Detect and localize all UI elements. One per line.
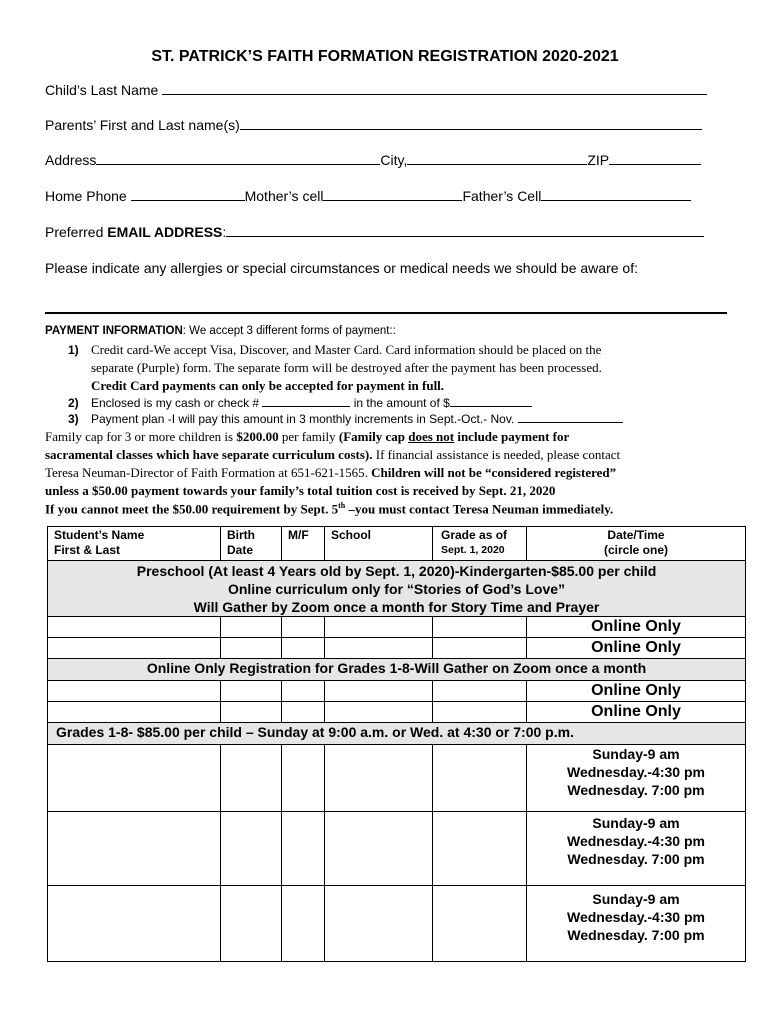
wednesday-7pm-option[interactable]: Wednesday. 7:00 pm xyxy=(567,851,705,867)
mf-cell[interactable] xyxy=(282,702,325,723)
cap1-text-f: include payment for xyxy=(454,429,570,444)
birth-date-cell[interactable] xyxy=(221,886,282,962)
child-last-name-row xyxy=(45,82,707,98)
cap5-text-a: If you cannot meet the $50.00 requirement by Sept. 5 xyxy=(45,501,339,517)
sunday-9am-option[interactable]: Sunday-9 am xyxy=(592,815,680,831)
header-student-line1: Student’s Name xyxy=(54,528,145,542)
payment-item2-text-a: Enclosed is my cash or check # xyxy=(91,396,263,410)
school-cell[interactable] xyxy=(325,638,433,659)
birth-date-cell[interactable] xyxy=(221,702,282,723)
student-name-cell[interactable] xyxy=(48,702,221,723)
table-header-row xyxy=(48,527,746,561)
school-cell[interactable] xyxy=(325,681,433,702)
preschool-line1: Preschool (At least 4 Years old by Sept. 1, 2020)-Kindergarten-$85.00 per child xyxy=(136,563,657,579)
payment-item3-text: Payment plan -I will pay this amount in 3 monthly increments in Sept.-Oct.- Nov. xyxy=(91,412,518,426)
email-label-colon: : xyxy=(222,224,227,240)
mf-cell[interactable] xyxy=(282,812,325,886)
payment-heading-row xyxy=(45,325,396,337)
parents-field[interactable] xyxy=(240,117,702,130)
header-student-line2: First & Last xyxy=(54,543,121,557)
fathers-cell-field[interactable] xyxy=(541,188,691,201)
preschool-band xyxy=(48,561,746,617)
online-only-option[interactable]: Online Only xyxy=(527,702,746,723)
student-name-cell[interactable] xyxy=(48,812,221,886)
payment-plan-field[interactable] xyxy=(518,412,623,423)
school-cell[interactable] xyxy=(325,886,433,962)
grade-cell[interactable] xyxy=(433,617,527,638)
zip-label: ZIP xyxy=(587,152,610,168)
header-date-time xyxy=(527,527,746,561)
mothers-cell-label: Mother’s cell xyxy=(244,188,324,204)
payment-intro: : We accept 3 different forms of payment:: xyxy=(182,325,396,337)
header-birth-line1: Birth xyxy=(227,528,255,542)
student-name-cell[interactable] xyxy=(48,886,221,962)
mf-cell[interactable] xyxy=(282,681,325,702)
student-table xyxy=(47,526,746,962)
wednesday-430pm-option[interactable]: Wednesday.-4:30 pm xyxy=(567,909,705,925)
grades-band xyxy=(48,723,746,745)
table-row xyxy=(48,638,746,659)
cap2-text-a: sacramental classes which have separate curriculum costs). xyxy=(45,447,373,462)
cap1-amount: $200.00 xyxy=(236,429,279,444)
school-cell[interactable] xyxy=(325,702,433,723)
payment-item3-row xyxy=(91,412,623,426)
preschool-line2: Online curriculum only for “Stories of God’s Love” xyxy=(227,581,566,597)
payment-item2-number: 2) xyxy=(68,396,79,410)
mf-cell[interactable] xyxy=(282,745,325,812)
header-student-name xyxy=(48,527,221,561)
grade-cell[interactable] xyxy=(433,681,527,702)
wednesday-7pm-option[interactable]: Wednesday. 7:00 pm xyxy=(567,927,705,943)
birth-date-cell[interactable] xyxy=(221,745,282,812)
home-phone-label: Home Phone xyxy=(45,188,127,204)
grades-info: Grades 1-8- $85.00 per child – Sunday at 9:00 a.m. or Wed. at 4:30 or 7:00 p.m. xyxy=(48,723,746,745)
date-time-options xyxy=(527,812,746,886)
wednesday-430pm-option[interactable]: Wednesday.-4:30 pm xyxy=(567,833,705,849)
family-cap-line5 xyxy=(45,501,613,517)
table-row xyxy=(48,745,746,812)
cap5-text-b: –you must contact Teresa Neuman immediately. xyxy=(345,501,614,517)
sunday-9am-option[interactable]: Sunday-9 am xyxy=(592,891,680,907)
table-row xyxy=(48,702,746,723)
parents-label: Parents’ First and Last name(s) xyxy=(45,117,240,133)
mf-cell[interactable] xyxy=(282,617,325,638)
online-only-option[interactable]: Online Only xyxy=(527,681,746,702)
header-date-line2: (circle one) xyxy=(603,543,669,557)
preschool-line3: Will Gather by Zoom once a month for Story Time and Prayer xyxy=(193,599,600,615)
birth-date-cell[interactable] xyxy=(221,812,282,886)
payment-item1-line3: Credit Card payments can only be accepted for payment in full. xyxy=(91,378,445,393)
cap1-text-c: per family xyxy=(278,429,339,444)
address-field[interactable] xyxy=(96,152,380,165)
header-mf: M/F xyxy=(282,527,325,561)
mf-cell[interactable] xyxy=(282,638,325,659)
payment-item1-line1: Credit card-We accept Visa, Discover, and Master Card. Card information should be placed on the xyxy=(91,342,602,357)
header-grade-line2: Sept. 1, 2020 xyxy=(441,544,505,556)
payment-item1-number: 1) xyxy=(68,343,79,357)
mothers-cell-field[interactable] xyxy=(323,188,462,201)
check-number-field[interactable] xyxy=(262,396,350,407)
child-last-name-field[interactable] xyxy=(162,82,707,95)
online-only-option[interactable]: Online Only xyxy=(527,617,746,638)
student-name-cell[interactable] xyxy=(48,745,221,812)
table-row xyxy=(48,886,746,962)
date-time-options xyxy=(527,745,746,812)
payment-heading: PAYMENT INFORMATION xyxy=(45,325,183,337)
divider-line xyxy=(45,312,727,314)
header-birth-line2: Date xyxy=(227,543,254,557)
family-cap-line4: unless a $50.00 payment towards your family’s total tuition cost is received by Sept. 21, 2020 xyxy=(45,483,556,498)
address-label: Address xyxy=(45,152,97,168)
cap1-text-a: Family cap for 3 or more children is xyxy=(45,429,237,444)
birth-date-cell[interactable] xyxy=(221,617,282,638)
school-cell[interactable] xyxy=(325,812,433,886)
cap1-does-not: does not xyxy=(408,429,455,444)
date-time-options xyxy=(527,886,746,962)
cap3-text-b: Children will not be “considered registered” xyxy=(371,465,617,480)
amount-field[interactable] xyxy=(450,396,532,407)
payment-item1-line2: separate (Purple) form. The separate form will be destroyed after the payment has been processed. xyxy=(91,360,602,375)
child-last-name-label: Child’s Last Name xyxy=(45,82,159,98)
zip-field[interactable] xyxy=(609,152,701,165)
student-name-cell[interactable] xyxy=(48,617,221,638)
table-row xyxy=(48,812,746,886)
student-name-cell[interactable] xyxy=(48,681,221,702)
grade-cell[interactable] xyxy=(433,702,527,723)
birth-date-cell[interactable] xyxy=(221,638,282,659)
city-field[interactable] xyxy=(407,152,587,165)
cap5-sup: th xyxy=(338,501,346,510)
address-row xyxy=(45,152,701,168)
mf-cell[interactable] xyxy=(282,886,325,962)
header-date-line1: Date/Time xyxy=(607,528,665,542)
online-grades-info: Online Only Registration for Grades 1-8-Will Gather on Zoom once a month xyxy=(48,659,746,681)
city-label: City, xyxy=(380,152,408,168)
online-only-option[interactable]: Online Only xyxy=(527,638,746,659)
header-school: School xyxy=(325,527,433,561)
family-cap-line3 xyxy=(45,465,616,481)
email-label-bold: EMAIL ADDRESS xyxy=(107,224,223,240)
payment-item2-row xyxy=(91,396,532,410)
grade-cell[interactable] xyxy=(433,638,527,659)
email-row xyxy=(45,224,704,240)
wednesday-430pm-option[interactable]: Wednesday.-4:30 pm xyxy=(567,764,705,780)
header-grade-line1: Grade as of xyxy=(441,528,508,542)
grade-cell[interactable] xyxy=(433,745,527,812)
cap3-text-a: Teresa Neuman-Director of Faith Formation at 651-621-1565. xyxy=(45,465,372,480)
sunday-9am-option[interactable]: Sunday-9 am xyxy=(592,746,680,762)
school-cell[interactable] xyxy=(325,745,433,812)
parents-row xyxy=(45,117,702,133)
header-birth-date xyxy=(221,527,282,561)
school-cell[interactable] xyxy=(325,617,433,638)
wednesday-7pm-option[interactable]: Wednesday. 7:00 pm xyxy=(567,782,705,798)
fathers-cell-label: Father’s Cell xyxy=(462,188,542,204)
cap2-text-b: If financial assistance is needed, please contact xyxy=(372,447,621,462)
grade-cell[interactable] xyxy=(433,812,527,886)
phone-row xyxy=(45,188,691,204)
table-row xyxy=(48,617,746,638)
email-field[interactable] xyxy=(226,224,704,237)
allergies-label: Please indicate any allergies or special circumstances or medical needs we should be aware of: xyxy=(45,260,638,276)
online-grades-band xyxy=(48,659,746,681)
preschool-info xyxy=(48,561,746,617)
payment-item3-number: 3) xyxy=(68,412,79,426)
form-title: ST. PATRICK’S FAITH FORMATION REGISTRATION 2020-2021 xyxy=(151,48,619,65)
home-phone-field[interactable] xyxy=(131,188,245,201)
cap1-text-d: (Family cap xyxy=(338,429,409,444)
header-grade xyxy=(433,527,527,561)
family-cap-line1 xyxy=(45,429,569,445)
birth-date-cell[interactable] xyxy=(221,681,282,702)
student-name-cell[interactable] xyxy=(48,638,221,659)
grade-cell[interactable] xyxy=(433,886,527,962)
family-cap-line2 xyxy=(45,447,620,463)
payment-item2-text-b: in the amount of $ xyxy=(350,396,450,410)
table-row xyxy=(48,681,746,702)
email-label-prefix: Preferred xyxy=(45,224,108,240)
